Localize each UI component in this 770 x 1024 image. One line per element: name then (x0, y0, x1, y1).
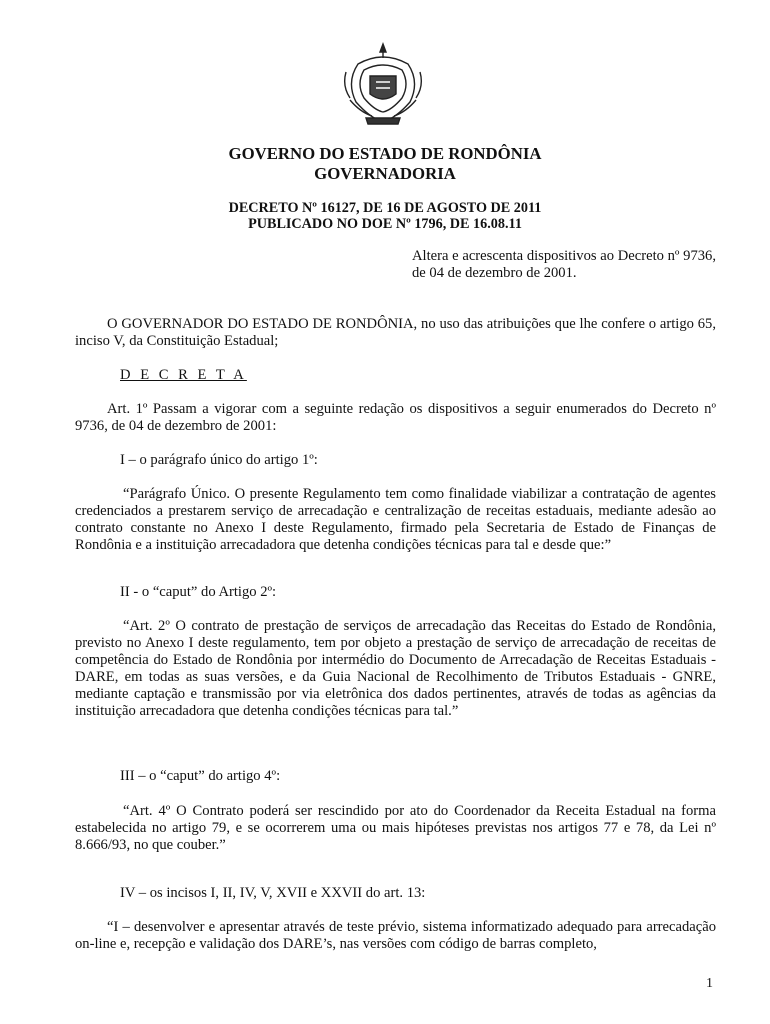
decree-title: DECRETO Nº 16127, DE 16 DE AGOSTO DE 2011 (228, 200, 542, 216)
item-iii-text: “Art. 4º O Contrato poderá ser rescindido por ato do Coordenador da Receita Estadual na forma estabelecida no artigo 79, e se ocorrerem uma ou mais hipóteses previstas nos artigos 77 e 78, da Lei nº 8.666/93, no que couber.” (75, 803, 716, 853)
item-ii-text: “Art. 2º O contrato de prestação de serviços de arrecadação das Receitas do Estado de Rondônia, previsto no Anexo I deste regulamento, tem por objeto a prestação de serviço de arrecadação de receitas de competência do Estado de Rondônia por intermédio do Documento de Arrecadação de Receitas Estaduais - DARE, em todas as suas versões, e da Guia Nacional de Recolhimento de Tributos Estaduais - GNRE, mediante captação e transmissão por via eletrônica dos dados pertinentes, através de todas as agências da instituição arrecadadora que detenha condições técnicas para tal.” (75, 618, 716, 719)
state-coat-of-arms-icon (340, 42, 426, 126)
article-1: Art. 1º Passam a vigorar com a seguinte redação os dispositivos a seguir enumerados do Decreto nº 9736, de 04 de dezembro de 2001: (75, 401, 716, 434)
item-iii-label: III – o “caput” do artigo 4º: (120, 768, 281, 784)
decreta-heading: D E C R E T A (120, 367, 247, 383)
item-iv-text: “I – desenvolver e apresentar através de teste prévio, sistema informatizado adequado para arrecadação on-line e, recepção e validação dos DARE’s, nas versões com código de barras completo, (75, 919, 716, 952)
item-i-text: “Parágrafo Único. O presente Regulamento tem como finalidade viabilizar a contratação de agentes credenciados a prestarem serviço de arrecadação e centralização de receitas estaduais, mediante adesão ao contrato constante no Anexo I deste Regulamento, firmado pela Secretaria de Estado de Finanças de Rondônia e a instituição arrecadadora que detenha condições técnicas para tal e desde que:” (75, 486, 716, 553)
item-i-label: I – o parágrafo único do artigo 1º: (120, 452, 318, 468)
office-title: GOVERNADORIA (314, 164, 456, 183)
publication-line: PUBLICADO NO DOE Nº 1796, DE 16.08.11 (248, 216, 522, 232)
government-title: GOVERNO DO ESTADO DE RONDÔNIA (228, 144, 542, 163)
item-iv-label: IV – os incisos I, II, IV, V, XVII e XXVII do art. 13: (120, 885, 426, 901)
item-ii-label: II - o “caput” do Artigo 2º: (120, 584, 277, 600)
page-number: 1 (706, 976, 713, 991)
preamble: O GOVERNADOR DO ESTADO DE RONDÔNIA, no uso das atribuições que lhe confere o artigo 65, inciso V, da Constituição Estadual; (75, 316, 716, 349)
ementa: Altera e acrescenta dispositivos ao Decreto nº 9736, de 04 de dezembro de 2001. (412, 248, 716, 281)
